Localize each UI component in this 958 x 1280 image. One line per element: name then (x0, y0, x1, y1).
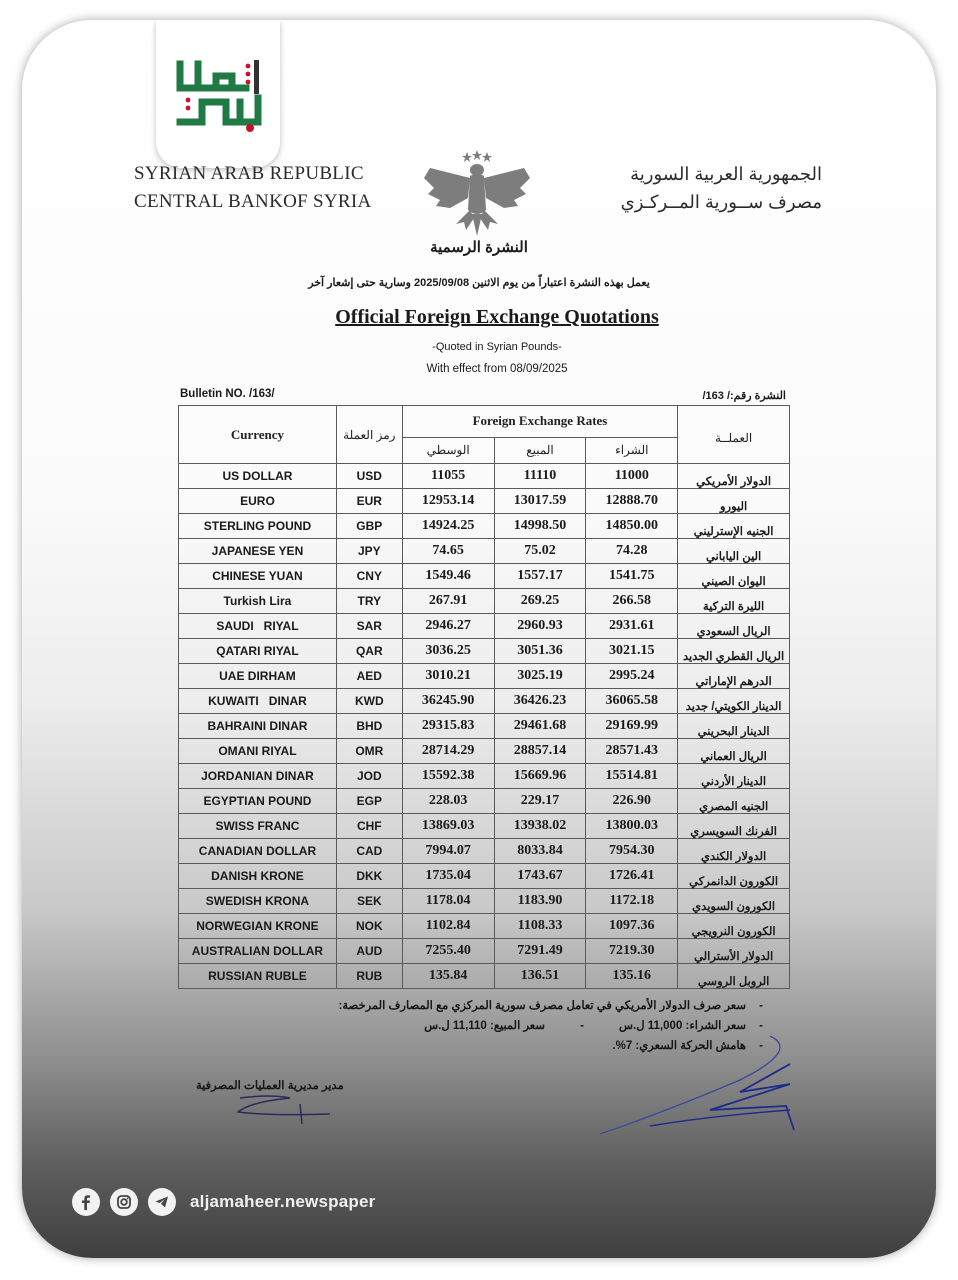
currency-name: RUSSIAN RUBLE (179, 964, 337, 989)
currency-name-ar: الدولار الأمريكي (678, 464, 790, 489)
currency-name-ar: الريال السعودي (678, 614, 790, 639)
currency-name: JORDANIAN DINAR (179, 764, 337, 789)
currency-code: EGP (336, 789, 402, 814)
table-row (179, 889, 790, 914)
mid-rate: 36245.90 (402, 689, 494, 714)
currency-name-ar: الدولار الكندي (678, 839, 790, 864)
buy-rate: 135.16 (586, 964, 678, 989)
mid-rate: 13869.03 (402, 814, 494, 839)
sell-rate: 269.25 (494, 589, 586, 614)
mid-rate: 15592.38 (402, 764, 494, 789)
eagle-emblem-icon (420, 148, 535, 238)
bulletin-title-ar: النشرة الرسمية (430, 239, 528, 256)
currency-name: STERLING POUND (179, 514, 337, 539)
mid-rate: 7994.07 (402, 839, 494, 864)
currency-code: CHF (336, 814, 402, 839)
mid-rate: 74.65 (402, 539, 494, 564)
currency-name-ar: الجنيه المصري (678, 789, 790, 814)
currency-name-ar: الجنيه الإسترليني (678, 514, 790, 539)
newspaper-handle[interactable]: aljamaheer.newspaper (190, 1192, 376, 1211)
currency-name-ar: الكورون السويدي (678, 889, 790, 914)
header-currency-ar: العملــة (678, 406, 790, 464)
table-row (179, 914, 790, 939)
sell-rate: 13017.59 (494, 489, 586, 514)
signature-right-icon (590, 1030, 800, 1140)
currency-name-ar: الفرنك السويسري (678, 814, 790, 839)
currency-code: QAR (336, 639, 402, 664)
buy-rate: 1726.41 (586, 864, 678, 889)
buy-rate: 28571.43 (586, 739, 678, 764)
buy-rate: 1097.36 (586, 914, 678, 939)
buy-rate: 2931.61 (586, 614, 678, 639)
currency-code: NOK (336, 914, 402, 939)
currency-name-ar: الدرهم الإماراتي (678, 664, 790, 689)
table-row (179, 514, 790, 539)
country-name-ar: الجمهورية العربية السورية (630, 164, 822, 184)
currency-code: AED (336, 664, 402, 689)
sell-rate: 15669.96 (494, 764, 586, 789)
currency-code: TRY (336, 589, 402, 614)
currency-name-ar: الدولار الأسترالي (678, 939, 790, 964)
mid-rate: 228.03 (402, 789, 494, 814)
currency-name-ar: اليوان الصيني (678, 564, 790, 589)
header-code-ar: رمز العملة (336, 406, 402, 464)
currency-name: Turkish Lira (179, 589, 337, 614)
table-row (179, 764, 790, 789)
buy-rate: 29169.99 (586, 714, 678, 739)
mid-rate: 12953.14 (402, 489, 494, 514)
effective-date: With effect from 08/09/2025 (426, 363, 568, 375)
mid-rate: 28714.29 (402, 739, 494, 764)
facebook-icon[interactable] (72, 1188, 100, 1216)
note-buy-rate: سعر الشراء: 11,000 ل.س (619, 1020, 746, 1032)
table-row (179, 614, 790, 639)
buy-rate: 12888.70 (586, 489, 678, 514)
rates-body (179, 464, 790, 989)
sell-rate: 2960.93 (494, 614, 586, 639)
currency-name-ar: الين الياباني (678, 539, 790, 564)
bank-name-en: CENTRAL BANKOF SYRIA (134, 191, 372, 212)
header-buy-ar: الشراء (586, 437, 678, 463)
currency-code: SAR (336, 614, 402, 639)
currency-code: KWD (336, 689, 402, 714)
sell-rate: 1108.33 (494, 914, 586, 939)
aljamaheer-logo[interactable] (156, 20, 280, 168)
table-row (179, 939, 790, 964)
buy-rate: 15514.81 (586, 764, 678, 789)
sell-rate: 28857.14 (494, 739, 586, 764)
mid-rate: 3010.21 (402, 664, 494, 689)
mid-rate: 1549.46 (402, 564, 494, 589)
buy-rate: 266.58 (586, 589, 678, 614)
table-row (179, 464, 790, 489)
currency-name: JAPANESE YEN (179, 539, 337, 564)
mid-rate: 14924.25 (402, 514, 494, 539)
table-row (179, 564, 790, 589)
mid-rate: 7255.40 (402, 939, 494, 964)
table-row (179, 739, 790, 764)
header-sell-ar: المبيع (494, 437, 586, 463)
bulletin-number-ar: النشرة رقم:/ 163/ (702, 390, 786, 402)
currency-name: KUWAITI DINAR (179, 689, 337, 714)
header-currency: Currency (179, 406, 337, 464)
aljamaheer-logo-icon (168, 54, 268, 134)
currency-name: OMANI RIYAL (179, 739, 337, 764)
currency-name-ar: الدينار الأردني (678, 764, 790, 789)
mid-rate: 135.84 (402, 964, 494, 989)
currency-name-ar: الروبل الروسي (678, 964, 790, 989)
mid-rate: 11055 (402, 464, 494, 489)
currency-name-ar: اليورو (678, 489, 790, 514)
currency-name: AUSTRALIAN DOLLAR (179, 939, 337, 964)
currency-name-ar: الدينار البحريني (678, 714, 790, 739)
currency-code: DKK (336, 864, 402, 889)
currency-name: SWISS FRANC (179, 814, 337, 839)
currency-name: SWEDISH KRONA (179, 889, 337, 914)
telegram-icon[interactable] (148, 1188, 176, 1216)
buy-rate: 226.90 (586, 789, 678, 814)
sell-rate: 13938.02 (494, 814, 586, 839)
currency-name: UAE DIRHAM (179, 664, 337, 689)
quoted-in-note: -Quoted in Syrian Pounds- (432, 341, 562, 353)
table-row (179, 589, 790, 614)
currency-code: GBP (336, 514, 402, 539)
sell-rate: 3025.19 (494, 664, 586, 689)
table-row (179, 489, 790, 514)
table-row (179, 539, 790, 564)
buy-rate: 13800.03 (586, 814, 678, 839)
buy-rate: 14850.00 (586, 514, 678, 539)
currency-code: EUR (336, 489, 402, 514)
buy-rate: 2995.24 (586, 664, 678, 689)
sell-rate: 29461.68 (494, 714, 586, 739)
currency-code: BHD (336, 714, 402, 739)
table-row (179, 789, 790, 814)
mid-rate: 3036.25 (402, 639, 494, 664)
buy-rate: 74.28 (586, 539, 678, 564)
buy-rate: 7219.30 (586, 939, 678, 964)
currency-code: SEK (336, 889, 402, 914)
currency-name: US DOLLAR (179, 464, 337, 489)
table-row (179, 839, 790, 864)
table-row (179, 964, 790, 989)
note-margin: هامش الحركة السعري: 7%. (612, 1040, 746, 1052)
mid-rate: 2946.27 (402, 614, 494, 639)
table-row (179, 689, 790, 714)
sell-rate: 75.02 (494, 539, 586, 564)
bulletin-number-en: Bulletin NO. /163/ (180, 388, 275, 400)
currency-name-ar: الريال العماني (678, 739, 790, 764)
header-arabic (621, 160, 822, 216)
note-sell-rate: سعر المبيع: 11,110 ل.س (424, 1020, 545, 1032)
currency-code: RUB (336, 964, 402, 989)
currency-code: JPY (336, 539, 402, 564)
country-name-en: SYRIAN ARAB REPUBLIC (134, 163, 364, 184)
sell-rate: 136.51 (494, 964, 586, 989)
note-line: - سعر صرف الدولار الأمريكي في تعامل مصرف سورية المركزي مع المصارف المرخصة: (339, 996, 768, 1016)
buy-rate: 36065.58 (586, 689, 678, 714)
bank-name-ar: مصرف ســورية المــركـزي (620, 192, 822, 212)
sell-rate: 1743.67 (494, 864, 586, 889)
table-row (179, 639, 790, 664)
currency-name: BAHRAINI DINAR (179, 714, 337, 739)
currency-name: DANISH KRONE (179, 864, 337, 889)
currency-name-ar: الكورون النرويجي (678, 914, 790, 939)
table-row (179, 714, 790, 739)
currency-name: CANADIAN DOLLAR (179, 839, 337, 864)
buy-rate: 11000 (586, 464, 678, 489)
mid-rate: 1102.84 (402, 914, 494, 939)
header-english (134, 160, 372, 216)
currency-code: AUD (336, 939, 402, 964)
buy-rate: 3021.15 (586, 639, 678, 664)
table-row (179, 864, 790, 889)
currency-name: EGYPTIAN POUND (179, 789, 337, 814)
bulletin-title-en: Official Foreign Exchange Quotations (335, 306, 659, 328)
currency-name: QATARI RIYAL (179, 639, 337, 664)
sell-rate: 36426.23 (494, 689, 586, 714)
bulletin-subtitle-ar: يعمل بهذه النشرة اعتباراً من يوم الاثنين 2025/09/08 وسارية حتى إشعار آخر (308, 277, 650, 289)
sell-rate: 7291.49 (494, 939, 586, 964)
currency-name: CHINESE YUAN (179, 564, 337, 589)
currency-name: SAUDI RIYAL (179, 614, 337, 639)
mid-rate: 29315.83 (402, 714, 494, 739)
buy-rate: 7954.30 (586, 839, 678, 864)
footer-social (72, 1188, 375, 1216)
buy-rate: 1172.18 (586, 889, 678, 914)
currency-name: NORWEGIAN KRONE (179, 914, 337, 939)
sell-rate: 1557.17 (494, 564, 586, 589)
mid-rate: 267.91 (402, 589, 494, 614)
currency-name-ar: الدينار الكويتي/ جديد (678, 689, 790, 714)
buy-rate: 1541.75 (586, 564, 678, 589)
mid-rate: 1735.04 (402, 864, 494, 889)
table-row (179, 814, 790, 839)
currency-name-ar: الكورون الدانمركي (678, 864, 790, 889)
instagram-icon[interactable] (110, 1188, 138, 1216)
currency-code: USD (336, 464, 402, 489)
table-row (179, 664, 790, 689)
note-line: - سعر الشراء: 11,000 ل.س - سعر المبيع: 11,110 ل.س (339, 1016, 768, 1036)
currency-name-ar: الليرة التركية (678, 589, 790, 614)
sell-rate: 8033.84 (494, 839, 586, 864)
currency-code: CNY (336, 564, 402, 589)
currency-code: JOD (336, 764, 402, 789)
sell-rate: 1183.90 (494, 889, 586, 914)
currency-code: CAD (336, 839, 402, 864)
sell-rate: 11110 (494, 464, 586, 489)
sell-rate: 229.17 (494, 789, 586, 814)
sell-rate: 3051.36 (494, 639, 586, 664)
header-rates: Foreign Exchange Rates (402, 406, 677, 438)
note-usd-rate: سعر صرف الدولار الأمريكي في تعامل مصرف سورية المركزي مع المصارف المرخصة: (338, 1000, 746, 1012)
note-line: - هامش الحركة السعري: 7%. (339, 1036, 768, 1056)
signature-left-icon (230, 1092, 350, 1132)
currency-code: OMR (336, 739, 402, 764)
currency-name: EURO (179, 489, 337, 514)
header-mid-ar: الوسطي (402, 437, 494, 463)
currency-name-ar: الريال القطري الجديد (678, 639, 790, 664)
exchange-rates-table (178, 405, 790, 989)
sell-rate: 14998.50 (494, 514, 586, 539)
signer-title: مدير مديرية العمليات المصرفية (196, 1080, 344, 1092)
mid-rate: 1178.04 (402, 889, 494, 914)
